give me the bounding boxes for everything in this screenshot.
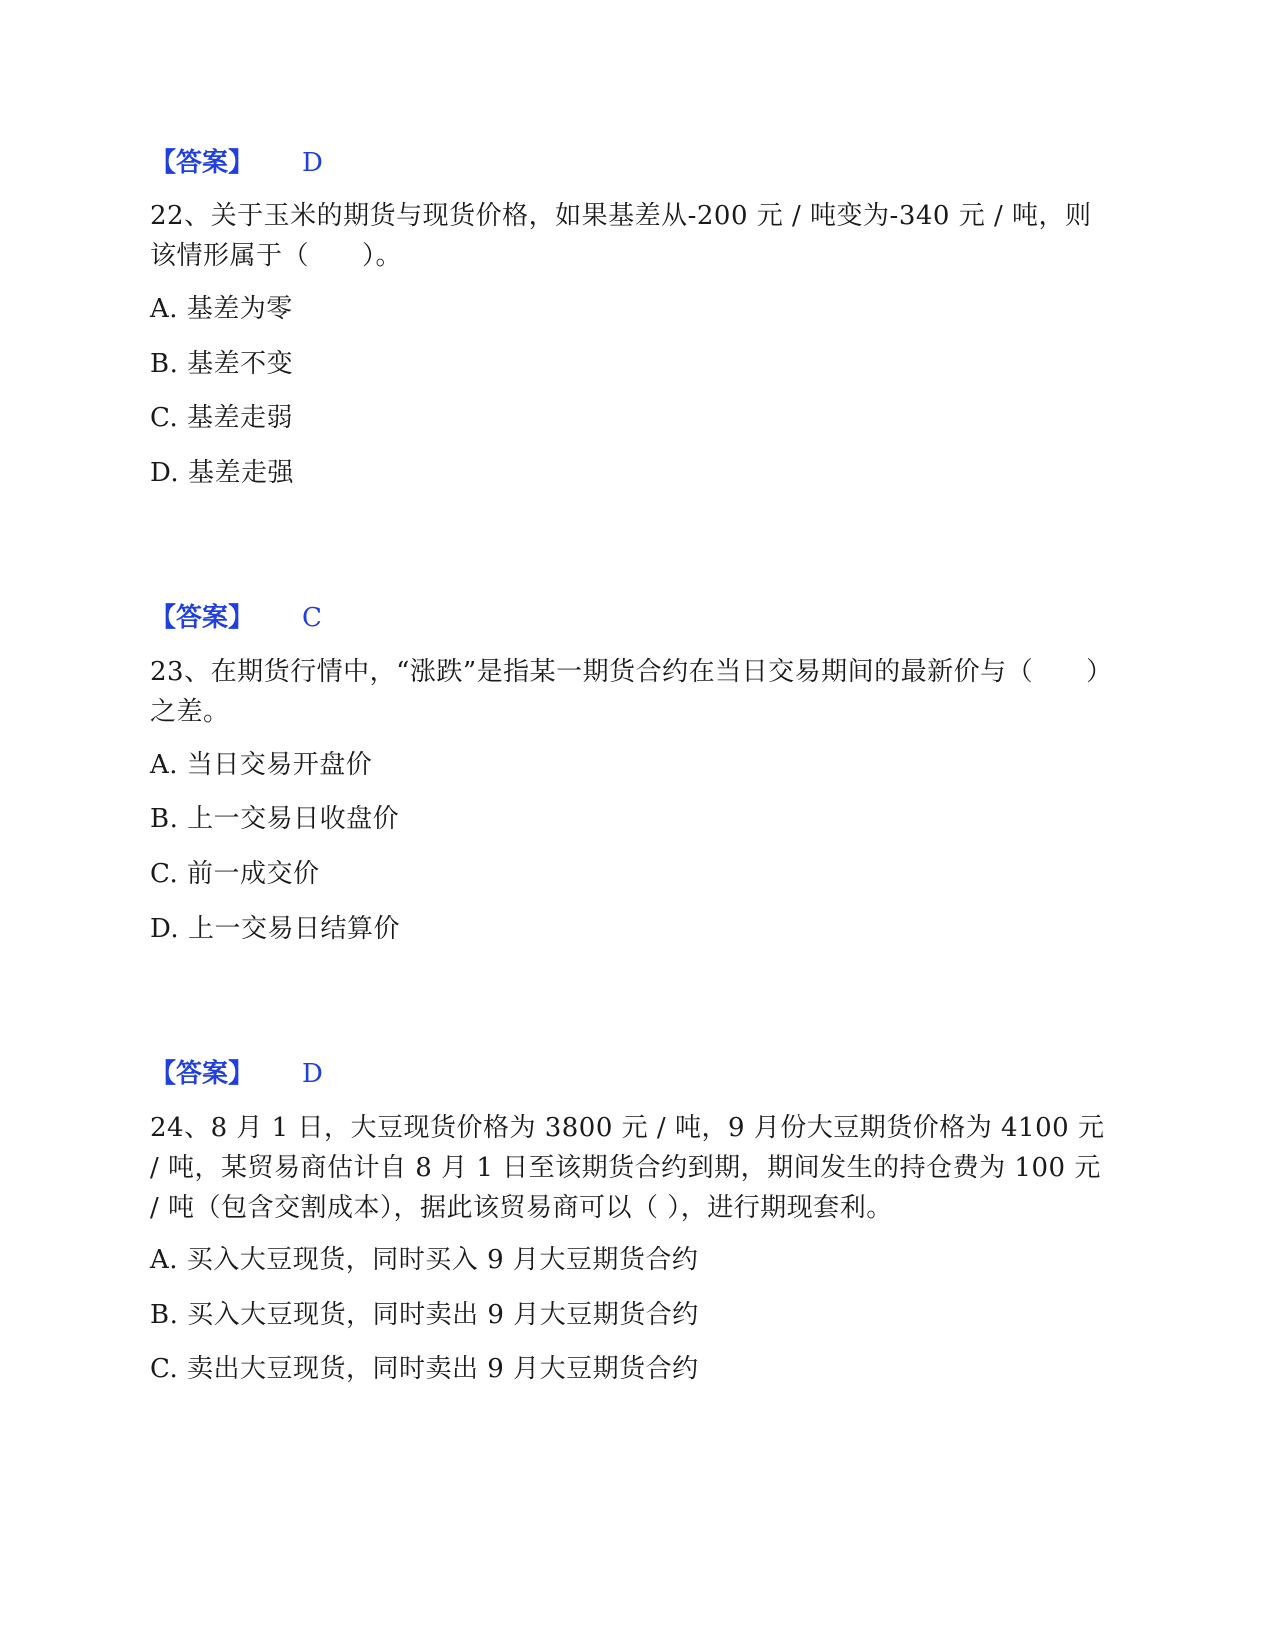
option-a: A. 当日交易开盘价 bbox=[150, 750, 373, 780]
option-b: B. 上一交易日收盘价 bbox=[150, 804, 400, 834]
option-c: C. 卖出大豆现货，同时卖出 9 月大豆期货合约 bbox=[150, 1354, 699, 1384]
answer-value: D bbox=[302, 148, 323, 178]
answer-line bbox=[150, 601, 1110, 635]
option-d: D. 上一交易日结算价 bbox=[150, 914, 400, 944]
option-a: A. 买入大豆现货，同时买入 9 月大豆期货合约 bbox=[150, 1245, 699, 1275]
option-b: B. 基差不变 bbox=[150, 349, 294, 379]
answer-value: C bbox=[302, 603, 322, 633]
answer-label: 【答案】 bbox=[150, 1059, 255, 1089]
option-a: A. 基差为零 bbox=[150, 294, 293, 324]
answer-value: D bbox=[302, 1059, 323, 1089]
question-22: 22、关于玉米的期货与现货价格，如果基差从-200 元 / 吨变为-340 元 / 吨，则该情形属于（ ）。 bbox=[150, 201, 1092, 271]
option-c: C. 前一成交价 bbox=[150, 859, 320, 889]
option-c: C. 基差走弱 bbox=[150, 403, 293, 433]
question-24: 24、8 月 1 日，大豆现货价格为 3800 元 / 吨，9 月份大豆期货价格为 4100 元 / 吨，某贸易商估计自 8 月 1 日至该期货合约到期，期间发生的持仓费为 100 元 / 吨（包含交割成本），据此该贸易商可以（ ），进行期现套利。 bbox=[150, 1113, 1105, 1223]
answer-label: 【答案】 bbox=[150, 603, 255, 633]
option-b: B. 买入大豆现货，同时卖出 9 月大豆期货合约 bbox=[150, 1300, 699, 1330]
answer-line bbox=[150, 146, 1110, 180]
answer-label: 【答案】 bbox=[150, 148, 255, 178]
question-23: 23、在期货行情中，“涨跌”是指某一期货合约在当日交易期间的最新价与（ ）之差。 bbox=[150, 657, 1100, 727]
answer-line bbox=[150, 1057, 1110, 1091]
option-d: D. 基差走强 bbox=[150, 458, 294, 488]
